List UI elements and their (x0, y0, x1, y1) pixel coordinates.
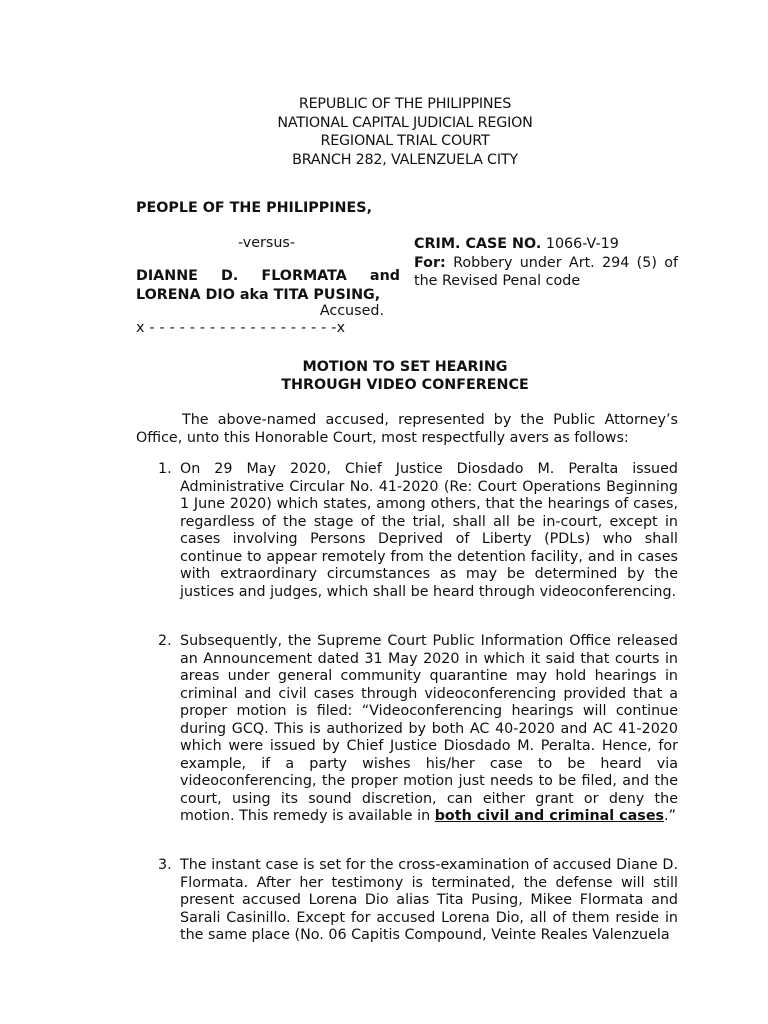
item-number: 1. (158, 461, 172, 477)
case-for-value: Robbery under Art. 294 (5) of the Revised Penal code (414, 254, 678, 289)
case-number-value: 1066-V-19 (541, 236, 619, 252)
case-charge (414, 254, 678, 291)
accused-word: and (369, 268, 400, 284)
case-number (414, 235, 678, 254)
motion-title-line-2: THROUGH VIDEO CONFERENCE (281, 377, 529, 393)
item-paragraph (180, 633, 678, 826)
accused-names (136, 267, 400, 304)
accused-name-line-2: LORENA DIO aka TITA PUSING, (136, 286, 381, 303)
header-republic: REPUBLIC OF THE PHILIPPINES (298, 96, 512, 112)
accused-word: D. (221, 268, 239, 284)
plaintiff-name: PEOPLE OF THE PHILIPPINES, (136, 200, 373, 216)
item-number: 3. (158, 857, 172, 873)
case-info (414, 235, 678, 291)
motion-title (0, 358, 768, 394)
caption-separator: x - - - - - - - - - - - - - - - - - - -x (136, 320, 346, 336)
item-number: 2. (158, 633, 172, 649)
versus-label: -versus- (238, 235, 296, 251)
accused-label: Accused. (319, 303, 384, 319)
header-region: NATIONAL CAPITAL JUDICIAL REGION (277, 114, 533, 131)
item-text: Subsequently, the Supreme Court Public Information Office released an Announcement dated 31 May 2020 in which it said that courts in areas under general community quarantine may hold hearings in criminal and civil cases through videoconferencing provided that a proper motion is filed: “Videoconferencing hearings will continue during GCQ. This is authorized by both AC 40-2020 and AC 41-2020 which were issued by Chief Justice Diosdado M. Peralta. Hence, for example, if a party wishes his/her case to be heard via videoconferencing, the proper motion just needs to be filed, and the court, using its sound discretion, can either grant or deny the motion. This remedy is available in (180, 633, 678, 824)
item-paragraph: On 29 May 2020, Chief Justice Diosdado M. Peralta issued Administrative Circular No. 41-2020 (Re: Court Operations Beginning 1 June 2020) which states, among others, that the hearings of cases, regardless of the stage of the trial, shall all be in-court, except in cases involving Persons Deprived of Liberty (PDLs) who shall continue to appear remotely from the detention facility, and in cases with extraordinary circumstances as may be determined by the justices and judges, which shall be heard through videoconferencing. (180, 461, 678, 600)
case-number-label: CRIM. CASE NO. (414, 236, 542, 252)
item-paragraph: The instant case is set for the cross-examination of accused Diane D. Flormata. After her testimony is terminated, the defense will still present accused Lorena Dio alias Tita Pusing, Mikee Flormata and Sarali Casinillo. Except for accused Lorena Dio, all of them reside in the same place (No. 06 Capitis Compound, Veinte Reales Valenzuela (180, 857, 678, 943)
accused-name-line-1 (136, 267, 400, 286)
item-text-end: .” (664, 808, 676, 824)
court-header (0, 95, 768, 169)
emphasis-text: both civil and criminal cases (434, 808, 665, 824)
case-for-label: For: (414, 254, 446, 271)
header-branch: BRANCH 282, VALENZUELA CITY (292, 151, 518, 168)
accused-word: FLORMATA (261, 268, 347, 284)
accused-word: DIANNE (136, 268, 198, 284)
motion-title-line-1: MOTION TO SET HEARING (302, 359, 508, 375)
header-court: REGIONAL TRIAL COURT (320, 133, 490, 149)
intro-paragraph: The above-named accused, represented by the Public Attorney’s Office, unto this Honorable Court, most respectfully avers as follows: (136, 412, 678, 446)
